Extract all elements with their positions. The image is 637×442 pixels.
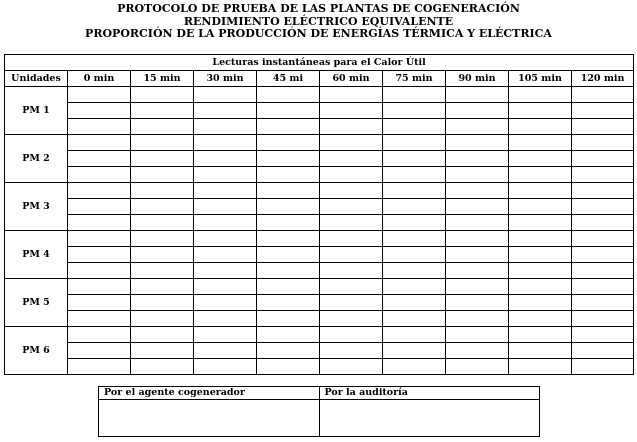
- unit-label: PM 4: [5, 231, 68, 279]
- reading-cell[interactable]: [509, 295, 572, 311]
- audit-signature-label: Por la auditoría: [319, 387, 540, 400]
- reading-cell[interactable]: [320, 279, 383, 295]
- reading-cell[interactable]: [131, 295, 194, 311]
- reading-cell[interactable]: [446, 215, 509, 231]
- reading-cell[interactable]: [68, 359, 131, 375]
- unit-row: [5, 263, 634, 279]
- column-header-row: [5, 71, 634, 87]
- reading-cell[interactable]: [509, 247, 572, 263]
- reading-cell[interactable]: [446, 183, 509, 199]
- unit-row: [5, 279, 634, 295]
- reading-cell[interactable]: [320, 263, 383, 279]
- reading-cell[interactable]: [257, 103, 320, 119]
- unit-row: [5, 359, 634, 375]
- reading-cell[interactable]: [194, 359, 257, 375]
- reading-cell[interactable]: [194, 343, 257, 359]
- reading-cell[interactable]: [320, 119, 383, 135]
- reading-cell[interactable]: [131, 87, 194, 103]
- reading-cell[interactable]: [509, 263, 572, 279]
- reading-cell[interactable]: [572, 87, 634, 103]
- reading-cell[interactable]: [383, 327, 446, 343]
- reading-cell[interactable]: [68, 247, 131, 263]
- reading-cell[interactable]: [131, 359, 194, 375]
- reading-cell[interactable]: [383, 343, 446, 359]
- reading-cell[interactable]: [131, 311, 194, 327]
- reading-cell[interactable]: [383, 183, 446, 199]
- reading-cell[interactable]: [257, 263, 320, 279]
- column-header: 75 min: [383, 71, 446, 87]
- unit-row: [5, 311, 634, 327]
- unit-row: [5, 327, 634, 343]
- reading-cell[interactable]: [383, 87, 446, 103]
- readings-table: [4, 54, 634, 375]
- reading-cell[interactable]: [194, 87, 257, 103]
- unit-row: [5, 167, 634, 183]
- reading-cell[interactable]: [68, 311, 131, 327]
- title-line-1: PROTOCOLO DE PRUEBA DE LAS PLANTAS DE COGENERACIÓN: [117, 2, 520, 15]
- reading-cell[interactable]: [446, 343, 509, 359]
- reading-cell[interactable]: [68, 327, 131, 343]
- reading-cell[interactable]: [383, 359, 446, 375]
- reading-cell[interactable]: [572, 183, 634, 199]
- reading-cell[interactable]: [509, 135, 572, 151]
- reading-cell[interactable]: [572, 343, 634, 359]
- reading-cell[interactable]: [572, 295, 634, 311]
- reading-cell[interactable]: [320, 215, 383, 231]
- reading-cell[interactable]: [194, 183, 257, 199]
- reading-cell[interactable]: [509, 199, 572, 215]
- reading-cell[interactable]: [131, 151, 194, 167]
- reading-cell[interactable]: [320, 327, 383, 343]
- reading-cell[interactable]: [446, 119, 509, 135]
- unit-label: PM 2: [5, 135, 68, 183]
- reading-cell[interactable]: [446, 279, 509, 295]
- unit-label: PM 1: [5, 87, 68, 135]
- reading-cell[interactable]: [383, 167, 446, 183]
- reading-cell[interactable]: [572, 135, 634, 151]
- unit-row: [5, 231, 634, 247]
- reading-cell[interactable]: [383, 247, 446, 263]
- unit-row: [5, 199, 634, 215]
- reading-cell[interactable]: [68, 135, 131, 151]
- reading-cell[interactable]: [446, 87, 509, 103]
- reading-cell[interactable]: [572, 263, 634, 279]
- title-line-3: PROPORCIÓN DE LA PRODUCCIÓN DE ENERGÍAS TÉRMICA Y ELÉCTRICA: [85, 27, 552, 40]
- reading-cell[interactable]: [320, 183, 383, 199]
- reading-cell[interactable]: [194, 119, 257, 135]
- reading-cell[interactable]: [68, 343, 131, 359]
- reading-cell[interactable]: [68, 119, 131, 135]
- reading-cell[interactable]: [131, 167, 194, 183]
- reading-cell[interactable]: [131, 231, 194, 247]
- reading-cell[interactable]: [509, 359, 572, 375]
- reading-cell[interactable]: [383, 295, 446, 311]
- reading-cell[interactable]: [68, 263, 131, 279]
- reading-cell[interactable]: [194, 151, 257, 167]
- unit-label: PM 6: [5, 327, 68, 375]
- unit-label: PM 3: [5, 183, 68, 231]
- reading-cell[interactable]: [383, 151, 446, 167]
- reading-cell[interactable]: [446, 103, 509, 119]
- reading-cell[interactable]: [194, 263, 257, 279]
- column-header: 120 min: [572, 71, 634, 87]
- reading-cell[interactable]: [320, 295, 383, 311]
- reading-cell[interactable]: [383, 199, 446, 215]
- reading-cell[interactable]: [446, 263, 509, 279]
- reading-cell[interactable]: [320, 247, 383, 263]
- reading-cell[interactable]: [320, 135, 383, 151]
- reading-cell[interactable]: [320, 231, 383, 247]
- reading-cell[interactable]: [446, 231, 509, 247]
- reading-cell[interactable]: [257, 135, 320, 151]
- reading-cell[interactable]: [194, 167, 257, 183]
- reading-cell[interactable]: [257, 247, 320, 263]
- reading-cell[interactable]: [194, 103, 257, 119]
- reading-cell[interactable]: [131, 183, 194, 199]
- reading-cell[interactable]: [68, 295, 131, 311]
- column-header: 30 min: [194, 71, 257, 87]
- reading-cell[interactable]: [68, 167, 131, 183]
- unit-row: [5, 103, 634, 119]
- column-header: 60 min: [320, 71, 383, 87]
- reading-cell[interactable]: [383, 279, 446, 295]
- reading-cell[interactable]: [131, 263, 194, 279]
- reading-cell[interactable]: [194, 295, 257, 311]
- reading-cell[interactable]: [194, 247, 257, 263]
- reading-cell[interactable]: [572, 103, 634, 119]
- reading-cell[interactable]: [194, 327, 257, 343]
- signature-table: [98, 386, 540, 437]
- reading-cell[interactable]: [194, 311, 257, 327]
- reading-cell[interactable]: [194, 135, 257, 151]
- reading-cell[interactable]: [446, 167, 509, 183]
- unit-row: [5, 119, 634, 135]
- reading-cell[interactable]: [572, 279, 634, 295]
- column-header: 15 min: [131, 71, 194, 87]
- reading-cell[interactable]: [131, 135, 194, 151]
- reading-cell[interactable]: [446, 359, 509, 375]
- unit-row: [5, 295, 634, 311]
- reading-cell[interactable]: [509, 343, 572, 359]
- column-header: 105 min: [509, 71, 572, 87]
- reading-cell[interactable]: [446, 135, 509, 151]
- reading-cell[interactable]: [572, 151, 634, 167]
- audit-signature-field[interactable]: [319, 400, 540, 437]
- reading-cell[interactable]: [257, 311, 320, 327]
- reading-cell[interactable]: [68, 151, 131, 167]
- unit-row: [5, 151, 634, 167]
- reading-cell[interactable]: [446, 151, 509, 167]
- reading-cell[interactable]: [572, 167, 634, 183]
- reading-cell[interactable]: [509, 103, 572, 119]
- reading-cell[interactable]: [446, 199, 509, 215]
- readings-body: [5, 87, 634, 375]
- reading-cell[interactable]: [257, 359, 320, 375]
- reading-cell[interactable]: [194, 279, 257, 295]
- reading-cell[interactable]: [257, 151, 320, 167]
- reading-cell[interactable]: [320, 151, 383, 167]
- unit-row: [5, 135, 634, 151]
- reading-cell[interactable]: [572, 215, 634, 231]
- cogenerator-signature-label: Por el agente cogenerador: [99, 387, 320, 400]
- reading-cell[interactable]: [131, 103, 194, 119]
- reading-cell[interactable]: [257, 199, 320, 215]
- reading-cell[interactable]: [446, 327, 509, 343]
- reading-cell[interactable]: [320, 311, 383, 327]
- cogenerator-signature-field[interactable]: [99, 400, 320, 437]
- reading-cell[interactable]: [383, 215, 446, 231]
- reading-cell[interactable]: [194, 199, 257, 215]
- document-title: [0, 3, 637, 41]
- reading-cell[interactable]: [194, 231, 257, 247]
- reading-cell[interactable]: [572, 199, 634, 215]
- column-header: 45 mi: [257, 71, 320, 87]
- title-line-2: RENDIMIENTO ELÉCTRICO EQUIVALENTE: [183, 14, 454, 28]
- reading-cell[interactable]: [257, 183, 320, 199]
- reading-cell[interactable]: [131, 279, 194, 295]
- reading-cell[interactable]: [257, 215, 320, 231]
- unit-row: [5, 215, 634, 231]
- reading-cell[interactable]: [383, 103, 446, 119]
- reading-cell[interactable]: [572, 119, 634, 135]
- reading-cell[interactable]: [509, 231, 572, 247]
- reading-cell[interactable]: [572, 247, 634, 263]
- reading-cell[interactable]: [383, 119, 446, 135]
- reading-cell[interactable]: [572, 231, 634, 247]
- reading-cell[interactable]: [320, 103, 383, 119]
- unit-label: PM 5: [5, 279, 68, 327]
- reading-cell[interactable]: [68, 87, 131, 103]
- reading-cell[interactable]: [68, 215, 131, 231]
- reading-cell[interactable]: [131, 119, 194, 135]
- reading-cell[interactable]: [68, 199, 131, 215]
- reading-cell[interactable]: [509, 87, 572, 103]
- reading-cell[interactable]: [509, 183, 572, 199]
- reading-cell[interactable]: [509, 119, 572, 135]
- readings-caption: Lecturas instantáneas para el Calor Útil: [5, 55, 634, 71]
- reading-cell[interactable]: [509, 279, 572, 295]
- reading-cell[interactable]: [446, 247, 509, 263]
- column-header: 90 min: [446, 71, 509, 87]
- reading-cell[interactable]: [383, 135, 446, 151]
- reading-cell[interactable]: [257, 119, 320, 135]
- unit-row: [5, 343, 634, 359]
- reading-cell[interactable]: [446, 311, 509, 327]
- reading-cell[interactable]: [383, 231, 446, 247]
- reading-cell[interactable]: [68, 103, 131, 119]
- reading-cell[interactable]: [509, 327, 572, 343]
- reading-cell[interactable]: [257, 167, 320, 183]
- reading-cell[interactable]: [257, 295, 320, 311]
- reading-cell[interactable]: [68, 231, 131, 247]
- reading-cell[interactable]: [68, 183, 131, 199]
- reading-cell[interactable]: [509, 311, 572, 327]
- unit-row: [5, 183, 634, 199]
- reading-cell[interactable]: [257, 279, 320, 295]
- reading-cell[interactable]: [572, 359, 634, 375]
- reading-cell[interactable]: [131, 247, 194, 263]
- reading-cell[interactable]: [446, 295, 509, 311]
- reading-cell[interactable]: [320, 167, 383, 183]
- reading-cell[interactable]: [257, 87, 320, 103]
- reading-cell[interactable]: [131, 199, 194, 215]
- reading-cell[interactable]: [68, 279, 131, 295]
- reading-cell[interactable]: [509, 151, 572, 167]
- reading-cell[interactable]: [131, 327, 194, 343]
- unit-column-header: Unidades: [5, 71, 68, 87]
- reading-cell[interactable]: [257, 327, 320, 343]
- reading-cell[interactable]: [320, 87, 383, 103]
- unit-row: [5, 247, 634, 263]
- reading-cell[interactable]: [572, 327, 634, 343]
- reading-cell[interactable]: [509, 215, 572, 231]
- reading-cell[interactable]: [383, 311, 446, 327]
- reading-cell[interactable]: [320, 343, 383, 359]
- reading-cell[interactable]: [257, 343, 320, 359]
- reading-cell[interactable]: [131, 343, 194, 359]
- reading-cell[interactable]: [509, 167, 572, 183]
- reading-cell[interactable]: [194, 215, 257, 231]
- reading-cell[interactable]: [383, 263, 446, 279]
- unit-row: [5, 87, 634, 103]
- reading-cell[interactable]: [320, 199, 383, 215]
- column-header: 0 min: [68, 71, 131, 87]
- reading-cell[interactable]: [131, 215, 194, 231]
- reading-cell[interactable]: [320, 359, 383, 375]
- reading-cell[interactable]: [257, 231, 320, 247]
- reading-cell[interactable]: [572, 311, 634, 327]
